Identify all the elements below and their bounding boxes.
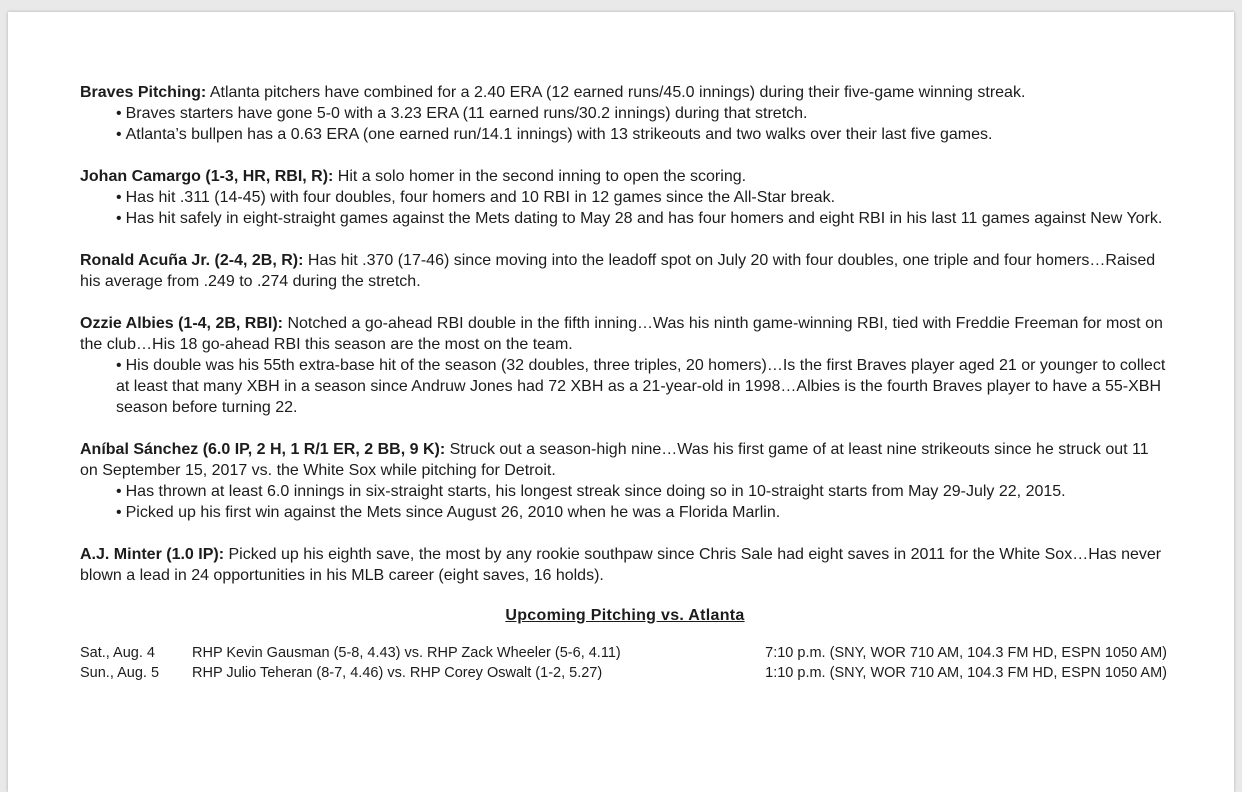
upcoming-pitching-title: Upcoming Pitching vs. Atlanta (505, 607, 745, 624)
game-notes (80, 82, 1170, 683)
note-heading: A.J. Minter (1.0 IP): (80, 546, 225, 563)
note-text: Hit a solo homer in the second inning to open the scoring. (333, 168, 747, 185)
schedule-time: 7:10 p.m. (SNY, WOR 710 AM, 104.3 FM HD, ESPN 1050 AM) (765, 645, 1167, 661)
bullet-dot: • (116, 483, 122, 500)
bullet-list (80, 187, 1170, 229)
schedule-date: Sat., Aug. 4 (80, 645, 155, 661)
bullet-item: • Picked up his first win against the Mets since August 26, 2010 when he was a Florida Marlin. (116, 504, 781, 521)
bullet-list (80, 481, 1170, 523)
bullet-item: • Has hit .311 (14-45) with four doubles, four homers and 10 RBI in 12 games since the All-Star break. (116, 189, 836, 206)
note-heading: Ronald Acuña Jr. (2-4, 2B, R): (80, 252, 304, 269)
bullet-item: • Has hit safely in eight-straight games against the Mets dating to May 28 and has four homers and eight RBI in his last 11 games against New York. (116, 210, 1163, 227)
schedule-time: 1:10 p.m. (SNY, WOR 710 AM, 104.3 FM HD, ESPN 1050 AM) (765, 665, 1167, 681)
note-text: Atlanta pitchers have combined for a 2.40 ERA (12 earned runs/45.0 innings) during their five-game winning streak. (206, 84, 1026, 101)
bullet-dot: • (116, 210, 122, 227)
note-heading: Johan Camargo (1-3, HR, RBI, R): (80, 168, 334, 185)
bullet-dot: • (116, 105, 122, 122)
schedule-row (80, 663, 1170, 683)
bullet-item: • Atlanta’s bullpen has a 0.63 ERA (one earned run/14.1 innings) with 13 strikeouts and two walks over their last five games. (116, 126, 993, 143)
note-ozzie-albies (80, 313, 1170, 418)
bullet-dot: • (116, 126, 122, 143)
bullet-dot: • (116, 357, 122, 374)
note-aj-minter (80, 544, 1170, 586)
note-ronald-acuna (80, 250, 1170, 292)
bullet-list (80, 355, 1170, 418)
document-page (8, 12, 1234, 792)
note-text: Has hit .370 (17-46) since moving into the leadoff spot on July 20 with four doubles, one triple and four homers…Raised his average from .249 to .274 during the stretch. (80, 252, 1156, 290)
schedule-matchup: RHP Julio Teheran (8-7, 4.46) vs. RHP Corey Oswalt (1-2, 5.27) (192, 665, 603, 681)
schedule-date: Sun., Aug. 5 (80, 665, 160, 681)
note-johan-camargo (80, 166, 1170, 229)
bullet-dot: • (116, 504, 122, 521)
bullet-list (80, 103, 1170, 145)
bullet-item: • Braves starters have gone 5-0 with a 3.23 ERA (11 earned runs/30.2 innings) during that stretch. (116, 105, 808, 122)
bullet-dot: • (116, 189, 122, 206)
note-heading: Braves Pitching: (80, 84, 207, 101)
upcoming-schedule (80, 643, 1170, 683)
schedule-matchup: RHP Kevin Gausman (5-8, 4.43) vs. RHP Zack Wheeler (5-6, 4.11) (192, 645, 621, 661)
note-text: Picked up his eighth save, the most by any rookie southpaw since Chris Sale had eight saves in 2011 for the White Sox…Has never blown a lead in 24 opportunities in his MLB career (eight saves, 16 holds). (80, 546, 1162, 584)
note-text: Notched a go-ahead RBI double in the fifth inning…Was his ninth game-winning RBI, tied with Freddie Freeman for most on the club…His 18 go-ahead RBI this season are the most on the team. (80, 315, 1163, 353)
note-text: Struck out a season-high nine…Was his first game of at least nine strikeouts since he struck out 11 on September 15, 2017 vs. the White Sox while pitching for Detroit. (80, 441, 1149, 479)
note-heading: Ozzie Albies (1-4, 2B, RBI): (80, 315, 283, 332)
schedule-row (80, 643, 1170, 663)
note-braves-pitching (80, 82, 1170, 145)
note-heading: Aníbal Sánchez (6.0 IP, 2 H, 1 R/1 ER, 2 BB, 9 K): (80, 441, 446, 458)
note-anibal-sanchez (80, 439, 1170, 523)
bullet-item: • Has thrown at least 6.0 innings in six-straight starts, his longest streak since doing so in 10-straight starts from May 29-July 22, 2015. (116, 483, 1066, 500)
bullet-item: • His double was his 55th extra-base hit of the season (32 doubles, three triples, 20 homers)…Is the first Braves player aged 21 or younger to collect at least that many XBH in a season since Andruw Jones had 72 XBH as a 21-year-old in 1998…Albies is the fourth Braves player to have a 55-XBH season before turning 22. (116, 357, 1166, 416)
